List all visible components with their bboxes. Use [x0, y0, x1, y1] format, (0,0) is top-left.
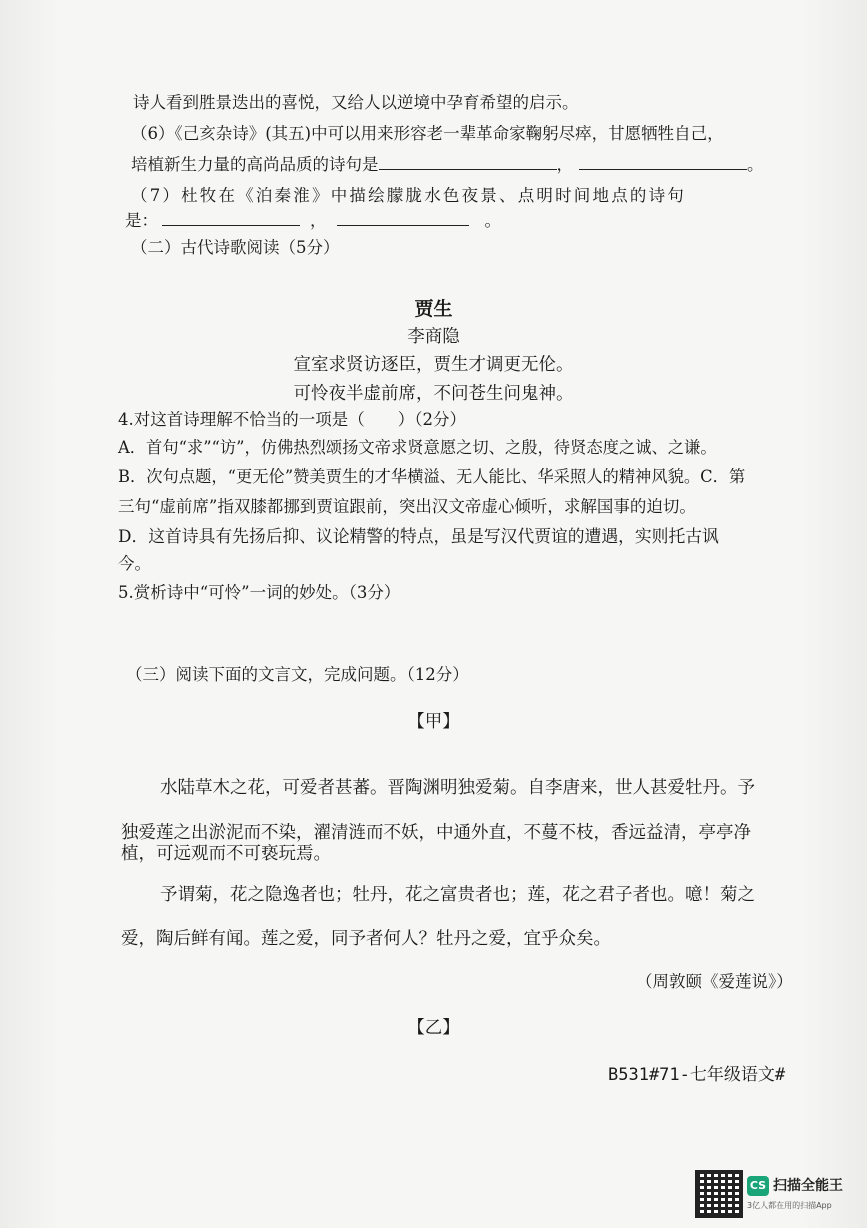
question-4-stem: 4.对这首诗理解不恰当的一项是（ ）（2分） [118, 410, 466, 429]
page-code: B531#71-七年级语文# [608, 1065, 786, 1085]
text-line: 诗人看到胜景迭出的喜悦，又给人以逆境中孕育希望的启示。 [133, 93, 579, 112]
option-c: 三句“虚前席”指双膝都挪到贾谊跟前，突出汉文帝虚心倾听，求解国事的迫切。 [118, 497, 696, 516]
passage-line: 独爱莲之出淤泥而不染，濯清涟而不妖，中通外直，不蔓不枝，香远益清，亭亭净 [121, 823, 751, 843]
option-d: D．这首诗具有先扬后抑、议论精警的特点，虽是写汉代贾谊的遭遇，实则托古讽 [118, 526, 719, 546]
option-b: B．次句点题，“更无伦”赞美贾生的才华横溢、无人能比、华采照人的精神风貌。C．第 [118, 467, 746, 486]
poem-author: 李商隐 [407, 327, 460, 347]
question-6-line1: （6）《己亥杂诗》(其五)中可以用来形容老一辈革命家鞠躬尽瘁，甘愿牺牲自己， [131, 124, 724, 143]
watermark-name: 扫描全能王 [773, 1178, 843, 1194]
passage-source: （周敦颐《爱莲说》） [636, 972, 793, 991]
option-a: A．首句“求”“访”，仿佛热烈颂扬文帝求贤意愿之切、之殷，待贤态度之诚、之谦。 [118, 438, 717, 457]
question-6-prefix-text: 培植新生力量的高尚品质的诗句是 [131, 155, 379, 174]
poem-line: 可怜夜半虚前席，不问苍生问鬼神。 [293, 384, 574, 404]
qr-code-icon [697, 1172, 741, 1216]
end-mark: 。 [484, 211, 501, 230]
separator: ， [556, 155, 573, 174]
option-d-cont: 今。 [118, 554, 151, 573]
question-7-line2 [125, 211, 501, 231]
poem-title: 贾生 [414, 298, 453, 320]
answer-blank[interactable] [162, 211, 300, 226]
answer-blank[interactable] [579, 155, 747, 170]
watermark-tagline: 3亿人都在用的扫描App [747, 1201, 832, 1210]
end-mark: 。 [747, 155, 764, 174]
camscanner-logo-icon: CS [747, 1176, 769, 1196]
answer-blank[interactable] [379, 155, 557, 170]
answer-blank[interactable] [337, 211, 469, 226]
question-7-prefix: 是： [125, 211, 158, 230]
section-heading: （三）阅读下面的文言文，完成问题。（12分） [126, 665, 469, 684]
question-6-line2 [131, 155, 764, 175]
question-7-line1: （7）杜牧在《泊秦淮》中描绘朦胧水色夜景、点明时间地点的诗句 [131, 186, 686, 205]
section-heading: （二）古代诗歌阅读（5分） [131, 238, 340, 257]
passage-line: 予谓菊，花之隐逸者也；牡丹，花之富贵者也；莲，花之君子者也。噫！菊之 [160, 885, 755, 905]
passage-label: 【甲】 [407, 712, 460, 732]
question-5-stem: 5.赏析诗中“可怜”一词的妙处。（3分） [118, 583, 401, 602]
passage-label: 【乙】 [407, 1018, 460, 1038]
passage-line: 植，可远观而不可亵玩焉。 [121, 844, 331, 864]
passage-line: 爱，陶后鲜有闻。莲之爱，同予者何人？牡丹之爱，宜乎众矣。 [121, 929, 611, 949]
poem-line: 宣室求贤访逐臣，贾生才调更无伦。 [293, 355, 574, 375]
separator: ， [310, 211, 327, 230]
passage-line: 水陆草木之花，可爱者甚蕃。晋陶渊明独爱菊。自李唐来，世人甚爱牡丹。予 [160, 778, 755, 798]
